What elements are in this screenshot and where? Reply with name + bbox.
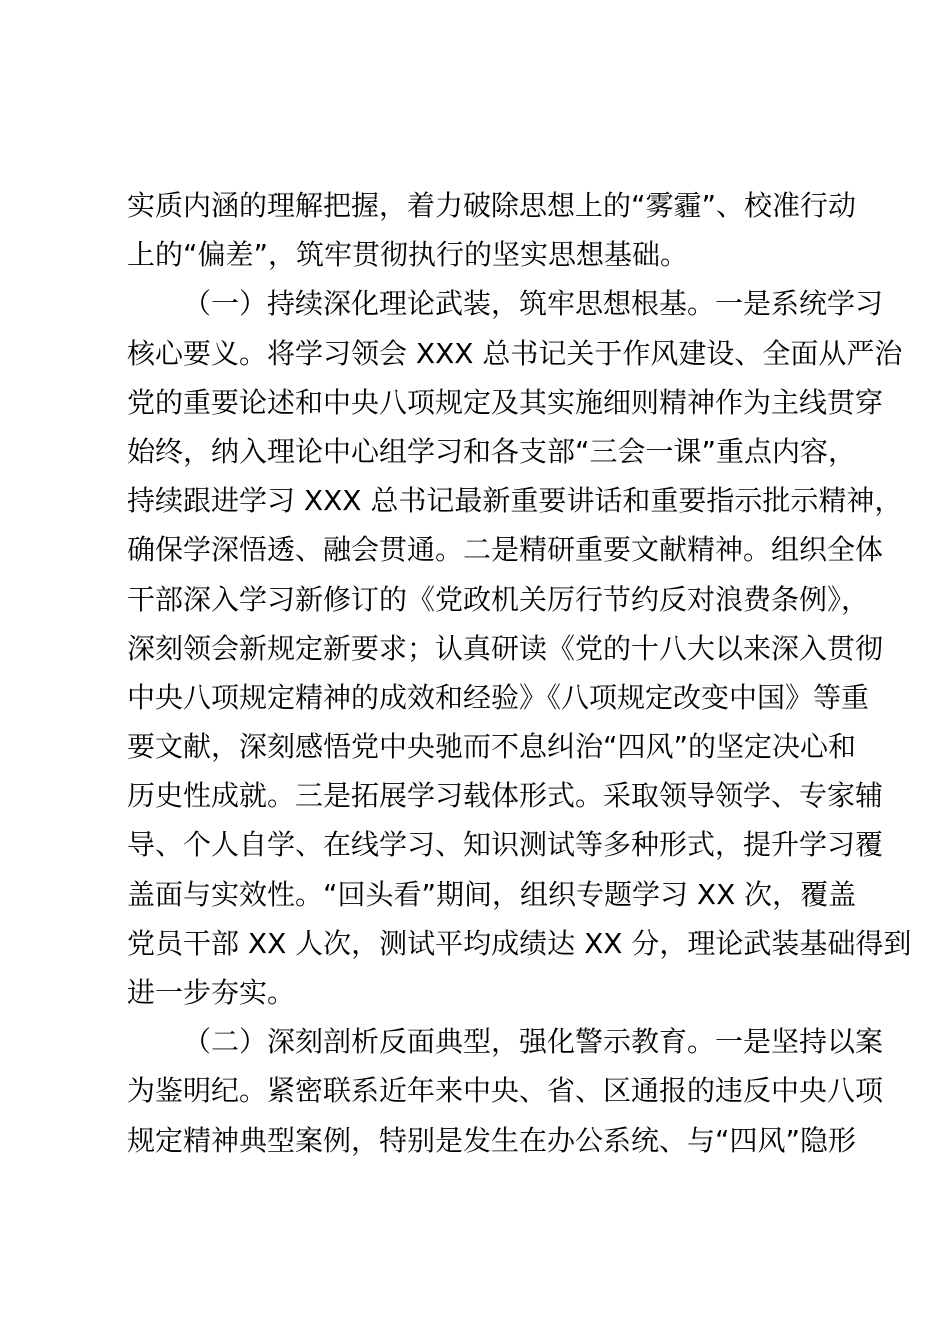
text-line: 为鉴明纪。紧密联系近年来中央、省、区通报的违反中央八项 [127,1074,884,1108]
text-line: 进一步夯实。 [127,976,296,1009]
text-line: 持续跟进学习 XXX 总书记最新重要讲话和重要指示批示精神， [127,484,903,518]
text-line: 导、个人自学、在线学习、知识测试等多种形式，提升学习覆 [127,828,884,862]
text-line: 规定精神典型案例，特别是发生在办公系统、与“四风”隐形 [127,1123,857,1157]
body-text [127,181,912,1165]
text-line: 历史性成就。三是拓展学习载体形式。采取领导领学、专家辅 [127,779,884,813]
text-line: 始终，纳入理论中心组学习和各支部“三会一课”重点内容， [127,434,857,468]
text-line: 盖面与实效性。“回头看”期间，组织专题学习 XX 次，覆盖 [127,877,857,911]
text-line: 党的重要论述和中央八项规定及其实施细则精神作为主线贯穿 [127,385,884,419]
text-line: 干部深入学习新修订的《党政机关厉行节约反对浪费条例》， [127,582,870,616]
paragraph-heading-line: （二）深刻剖析反面典型，强化警示教育。一是坚持以案 [183,1025,884,1059]
text-line: 深刻领会新规定新要求；认真研读《党的十八大以来深入贯彻 [127,631,884,665]
text-line: 核心要义。将学习领会 XXX 总书记关于作风建设、全面从严治 [127,336,903,370]
text-line: 要文献，深刻感悟党中央驰而不息纠治“四风”的坚定决心和 [127,730,857,764]
text-line: 实质内涵的理解把握，着力破除思想上的“雾霾”、校准行动 [127,189,857,222]
text-line: 中央八项规定精神的成效和经验》《八项规定改变中国》等重 [127,680,870,714]
text-line: 党员干部 XX 人次，测试平均成绩达 XX 分，理论武装基础得到 [127,926,912,960]
text-line: 上的“偏差”，筑牢贯彻执行的坚实思想基础。 [127,238,689,272]
text-line: 确保学深悟透、融会贯通。二是精研重要文献精神。组织全体 [127,533,884,567]
paragraph-heading-line: （一）持续深化理论武装，筑牢思想根基。一是系统学习 [183,287,884,321]
